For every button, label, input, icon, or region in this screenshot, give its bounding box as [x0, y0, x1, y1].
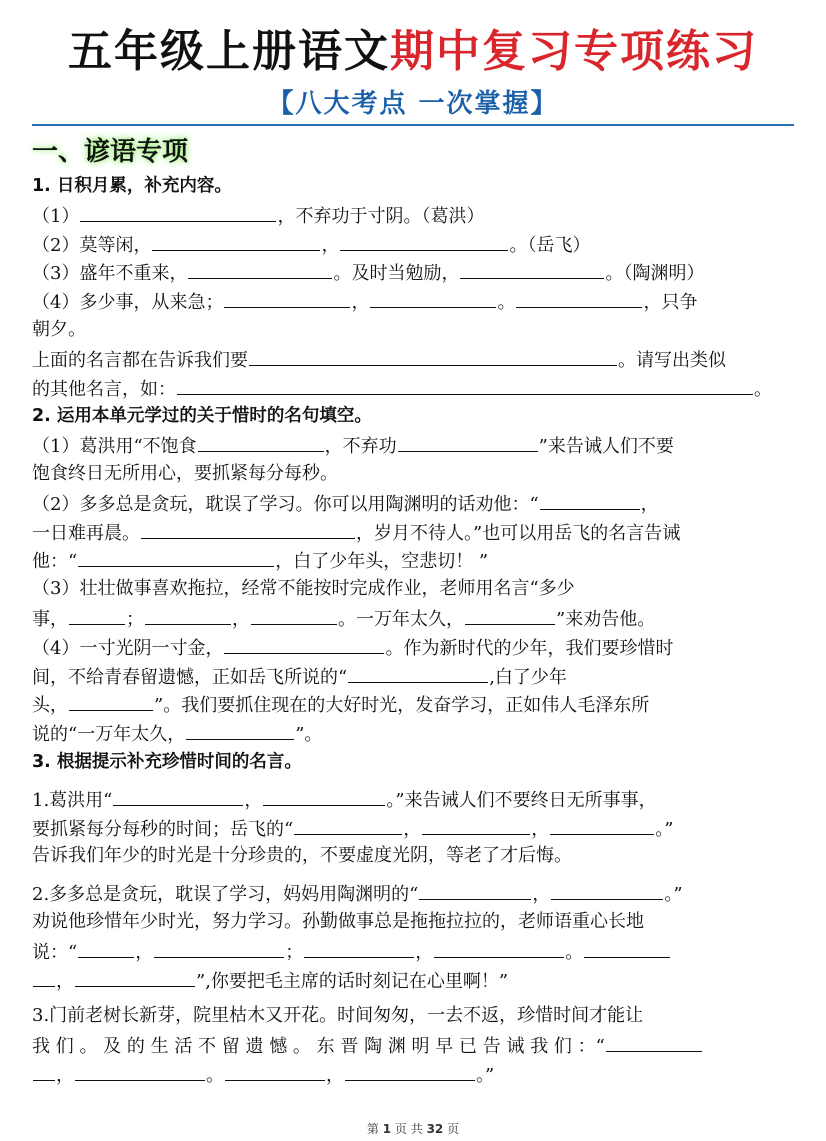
q2-item-2-cont2: 他：“ ，白了少年头，空悲切！ ” [32, 546, 794, 575]
answer-blank[interactable] [249, 345, 617, 366]
q3-para-2-cont: 劝说他珍惜年少时光，努力学习。孙勤做事总是拖拖拉拉的，老师语重心长地 [32, 910, 644, 932]
answer-blank[interactable] [340, 230, 508, 251]
answer-blank[interactable] [419, 879, 531, 900]
answer-blank[interactable] [80, 201, 276, 222]
answer-blank[interactable] [460, 258, 604, 279]
q3-para-3: 3.门前老树长新芽，院里枯木又开花。时间匆匆，一去不返，珍惜时间才能让 [32, 1005, 644, 1027]
answer-blank[interactable] [550, 814, 654, 835]
answer-blank[interactable] [434, 937, 564, 958]
answer-blank[interactable] [141, 518, 355, 539]
title-black-part: 五年级上册语文 [68, 26, 390, 77]
answer-blank[interactable] [145, 604, 231, 625]
answer-blank[interactable] [75, 966, 195, 987]
answer-blank[interactable] [198, 431, 324, 452]
current-page-number: 1 [382, 1122, 392, 1136]
answer-blank[interactable] [398, 431, 538, 452]
answer-blank[interactable] [345, 1060, 475, 1081]
q2-item-3-cont: 事， ； ， 。一万年太久， ”来劝告他。 [32, 604, 794, 633]
q3-para-2-cont3: ， ”,你要把毛主席的话时刻记在心里啊！” [32, 966, 794, 995]
q1-summary-cont: 的其他名言，如： 。 [32, 374, 794, 403]
q1-item-3: （3）盛年不重来， 。及时当勉励， 。（陶渊明） [32, 258, 794, 287]
answer-blank[interactable] [465, 604, 555, 625]
q2-item-2: （2）多多总是贪玩，耽误了学习。你可以用陶渊明的话劝他：“ ， [32, 489, 794, 518]
q2-item-1: （1）葛洪用“不饱食 ，不弃功 ”来告诫人们不要 [32, 431, 794, 460]
header-divider [32, 124, 794, 126]
answer-blank[interactable] [78, 937, 134, 958]
answer-blank[interactable] [606, 1031, 702, 1052]
q1-item-2: （2）莫等闲， ， 。（岳飞） [32, 230, 794, 259]
answer-blank[interactable] [422, 814, 530, 835]
answer-blank[interactable] [540, 489, 640, 510]
answer-blank[interactable] [294, 814, 402, 835]
answer-blank[interactable] [224, 287, 350, 308]
q2-item-4-cont3: 说的“一万年太久， ”。 [32, 719, 794, 748]
q3-para-3-cont2: ， 。 ， 。” [32, 1060, 794, 1089]
answer-blank[interactable] [304, 937, 414, 958]
q2-item-4-cont: 间，不给青春留遗憾，正如岳飞所说的“ ,白了少年 [32, 662, 794, 691]
answer-blank[interactable] [113, 785, 243, 806]
q2-item-3: （3）壮壮做事喜欢拖拉，经常不能按时完成作业，老师用名言“多少 [32, 578, 575, 600]
q2-item-4-cont2: 头， ”。我们要抓住现在的大好时光，发奋学习，正如伟人毛泽东所 [32, 690, 794, 719]
answer-blank[interactable] [348, 662, 488, 683]
answer-blank[interactable] [152, 230, 320, 251]
answer-blank[interactable] [551, 879, 663, 900]
answer-blank[interactable] [370, 287, 496, 308]
q3-para-3-cont: 我 们 。 及 的 生 活 不 留 遗 憾 。 东 晋 陶 渊 明 早 已 告 诫 我 们 ：“ [32, 1031, 794, 1060]
q1-summary: 上面的名言都在告诉我们要 。请写出类似 [32, 345, 794, 374]
q1-item-4: （4）多少事，从来急； ， 。 ，只争 [32, 287, 794, 316]
q3-para-1: 1.葛洪用“ ， 。”来告诫人们不要终日无所事事， [32, 785, 794, 814]
q3-para-1-cont: 要抓紧每分每秒的时间；岳飞的“ ， ， 。” [32, 814, 794, 843]
section-title: 一、谚语专项 [32, 137, 189, 167]
q2-item-4: （4）一寸光阴一寸金， 。作为新时代的少年，我们要珍惜时 [32, 633, 794, 662]
question-1-heading: 1. 日积月累，补充内容。 [32, 176, 232, 196]
total-pages: 32 [426, 1122, 444, 1136]
q1-item-4-cont: 朝夕。 [32, 318, 86, 340]
q1-item-1: （1） ，不弃功于寸阴。（葛洪） [32, 201, 794, 230]
answer-blank[interactable] [188, 258, 332, 279]
answer-blank[interactable] [69, 604, 125, 625]
q3-para-2: 2.多多总是贪玩，耽误了学习，妈妈用陶渊明的“ ， 。” [32, 879, 794, 908]
question-2-heading: 2. 运用本单元学过的关于惜时的名句填空。 [32, 406, 372, 427]
q2-item-1-cont: 饱食终日无所用心，要抓紧每分每秒。 [32, 462, 338, 484]
q3-para-1-cont2: 告诉我们年少的时光是十分珍贵的，不要虚度光阴，等老了才后悔。 [32, 845, 572, 867]
answer-blank[interactable] [584, 937, 670, 958]
answer-blank[interactable] [516, 287, 642, 308]
answer-blank[interactable] [78, 546, 274, 567]
q2-item-2-cont: 一日难再晨。 ，岁月不待人。”也可以用岳飞的名言告诫 [32, 518, 794, 547]
answer-blank[interactable] [33, 966, 55, 987]
document-title [0, 22, 826, 82]
q3-para-2-cont2: 说：“ ， ； ， 。 [32, 937, 794, 966]
answer-blank[interactable] [263, 785, 385, 806]
answer-blank[interactable] [33, 1060, 55, 1081]
page-footer: 第 1 页 共 32 页 [366, 1122, 460, 1136]
answer-blank[interactable] [177, 374, 753, 395]
answer-blank[interactable] [251, 604, 337, 625]
document-subtitle: 【八大考点 一次掌握】 [267, 89, 559, 119]
answer-blank[interactable] [75, 1060, 205, 1081]
answer-blank[interactable] [154, 937, 284, 958]
answer-blank[interactable] [186, 719, 294, 740]
answer-blank[interactable] [224, 633, 384, 654]
question-3-heading: 3. 根据提示补充珍惜时间的名言。 [32, 751, 302, 772]
title-red-part: 期中复习专项练习 [390, 26, 758, 77]
answer-blank[interactable] [225, 1060, 325, 1081]
exercise-content [32, 172, 794, 1089]
answer-blank[interactable] [69, 690, 153, 711]
